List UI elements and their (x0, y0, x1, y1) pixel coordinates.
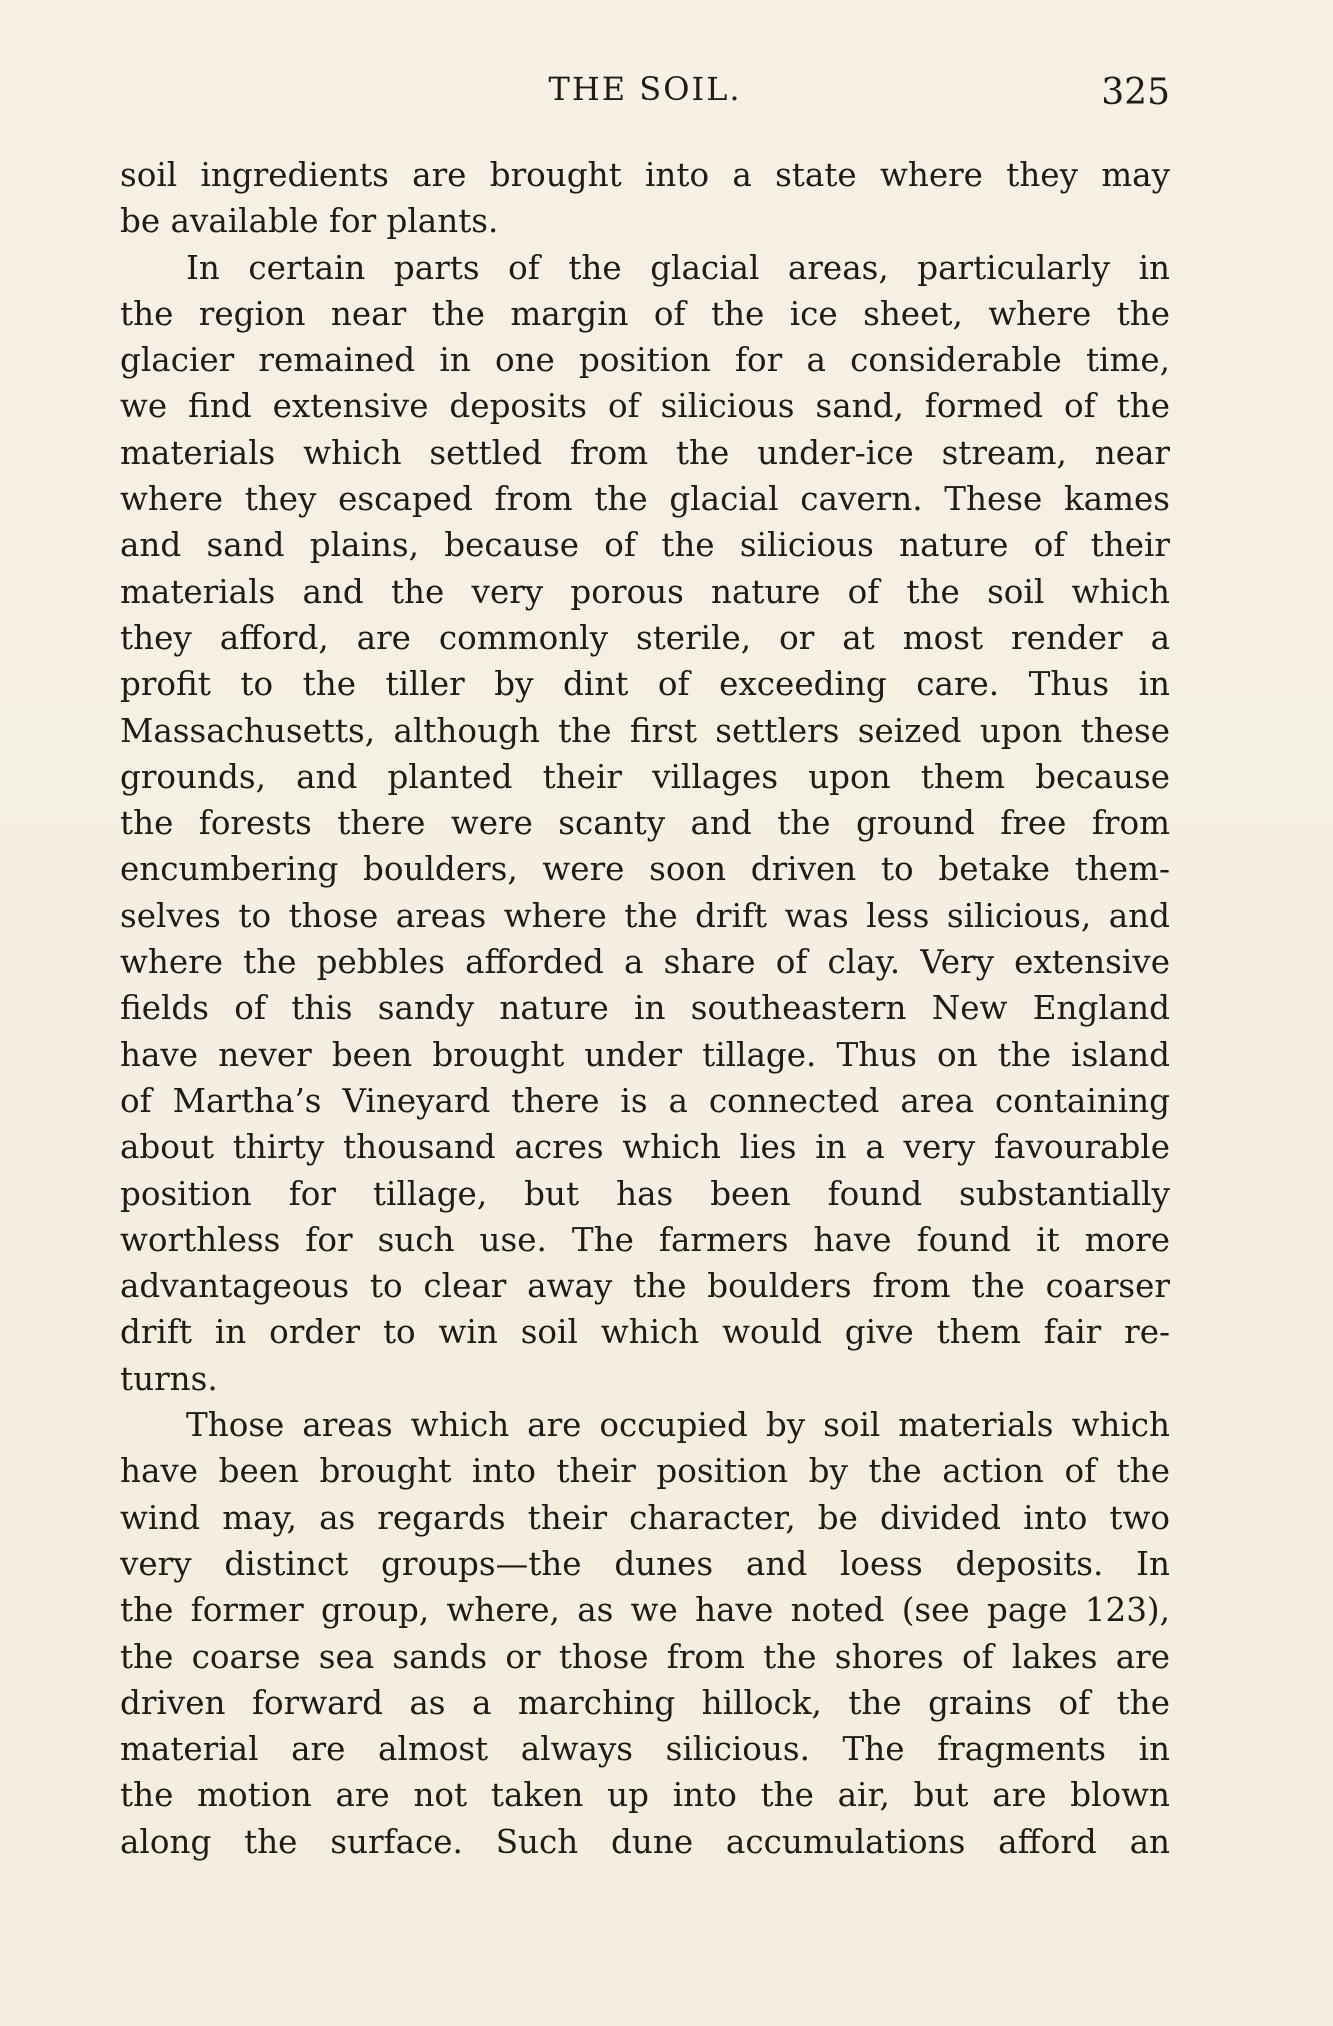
text-line: Those areas which are occupied by soil materials which (186, 1406, 1170, 1445)
text-line: very distinct groups—the dunes and loess deposits. In (120, 1544, 1170, 1583)
text-line: materials which settled from the under-ice stream, near (120, 433, 1170, 472)
text-line: where they escaped from the glacial cavern. These kames (120, 480, 1170, 519)
text-line: of Martha’s Vineyard there is a connected area containing (120, 1081, 1170, 1120)
text-line: fields of this sandy nature in southeastern New England (120, 989, 1170, 1028)
text-line: wind may, as regards their character, be divided into two (120, 1498, 1170, 1537)
text-line: turns. (120, 1359, 218, 1398)
text-line: the former group, where, as we have noted (see page 123), (120, 1591, 1170, 1630)
text-line: advantageous to clear away the boulders from the coarser (120, 1267, 1170, 1306)
running-head: THE SOIL. (548, 70, 742, 108)
text-line: drift in order to win soil which would give them fair re- (120, 1313, 1170, 1352)
text-line: and sand plains, because of the silicious nature of their (120, 526, 1170, 565)
text-line: grounds, and planted their villages upon them because (120, 757, 1170, 796)
text-line: be available for plants. (120, 202, 499, 241)
text-line: worthless for such use. The farmers have found it more (120, 1220, 1170, 1259)
text-line: position for tillage, but has been found substantially (120, 1174, 1170, 1213)
text-line: have never been brought under tillage. Thus on the island (120, 1035, 1170, 1074)
text-line: material are almost always silicious. The fragments in (120, 1730, 1170, 1769)
text-line: Massachusetts, although the first settlers seized upon these (120, 711, 1170, 750)
text-line: they afford, are commonly sterile, or at most render a (120, 618, 1170, 657)
text-line: the coarse sea sands or those from the shores of lakes are (120, 1637, 1170, 1676)
text-line: In certain parts of the glacial areas, particularly in (186, 248, 1170, 287)
body-text (120, 152, 1170, 1865)
text-line: selves to those areas where the drift was less silicious, and (120, 896, 1170, 935)
page-header (120, 62, 1170, 122)
text-line: along the surface. Such dune accumulations afford an (120, 1822, 1170, 1861)
text-line: profit to the tiller by dint of exceeding care. Thus in (120, 665, 1170, 704)
text-line: about thirty thousand acres which lies in a very favourable (120, 1128, 1170, 1167)
text-line: materials and the very porous nature of the soil which (120, 572, 1170, 611)
text-line: we find extensive deposits of silicious sand, formed of the (120, 387, 1170, 426)
text-line: have been brought into their position by the action of the (120, 1452, 1170, 1491)
text-line: where the pebbles afforded a share of clay. Very extensive (120, 943, 1170, 982)
text-line: the motion are not taken up into the air, but are blown (120, 1776, 1170, 1815)
text-line: the region near the margin of the ice sheet, where the (120, 294, 1170, 333)
text-line: driven forward as a marching hillock, the grains of the (120, 1683, 1170, 1722)
text-line: glacier remained in one position for a considerable time, (120, 341, 1170, 380)
text-line: encumbering boulders, were soon driven to betake them- (120, 850, 1170, 889)
text-line: soil ingredients are brought into a state where they may (120, 156, 1170, 194)
text-line: the forests there were scanty and the ground free from (120, 804, 1170, 843)
page-number: 325 (1101, 72, 1170, 113)
